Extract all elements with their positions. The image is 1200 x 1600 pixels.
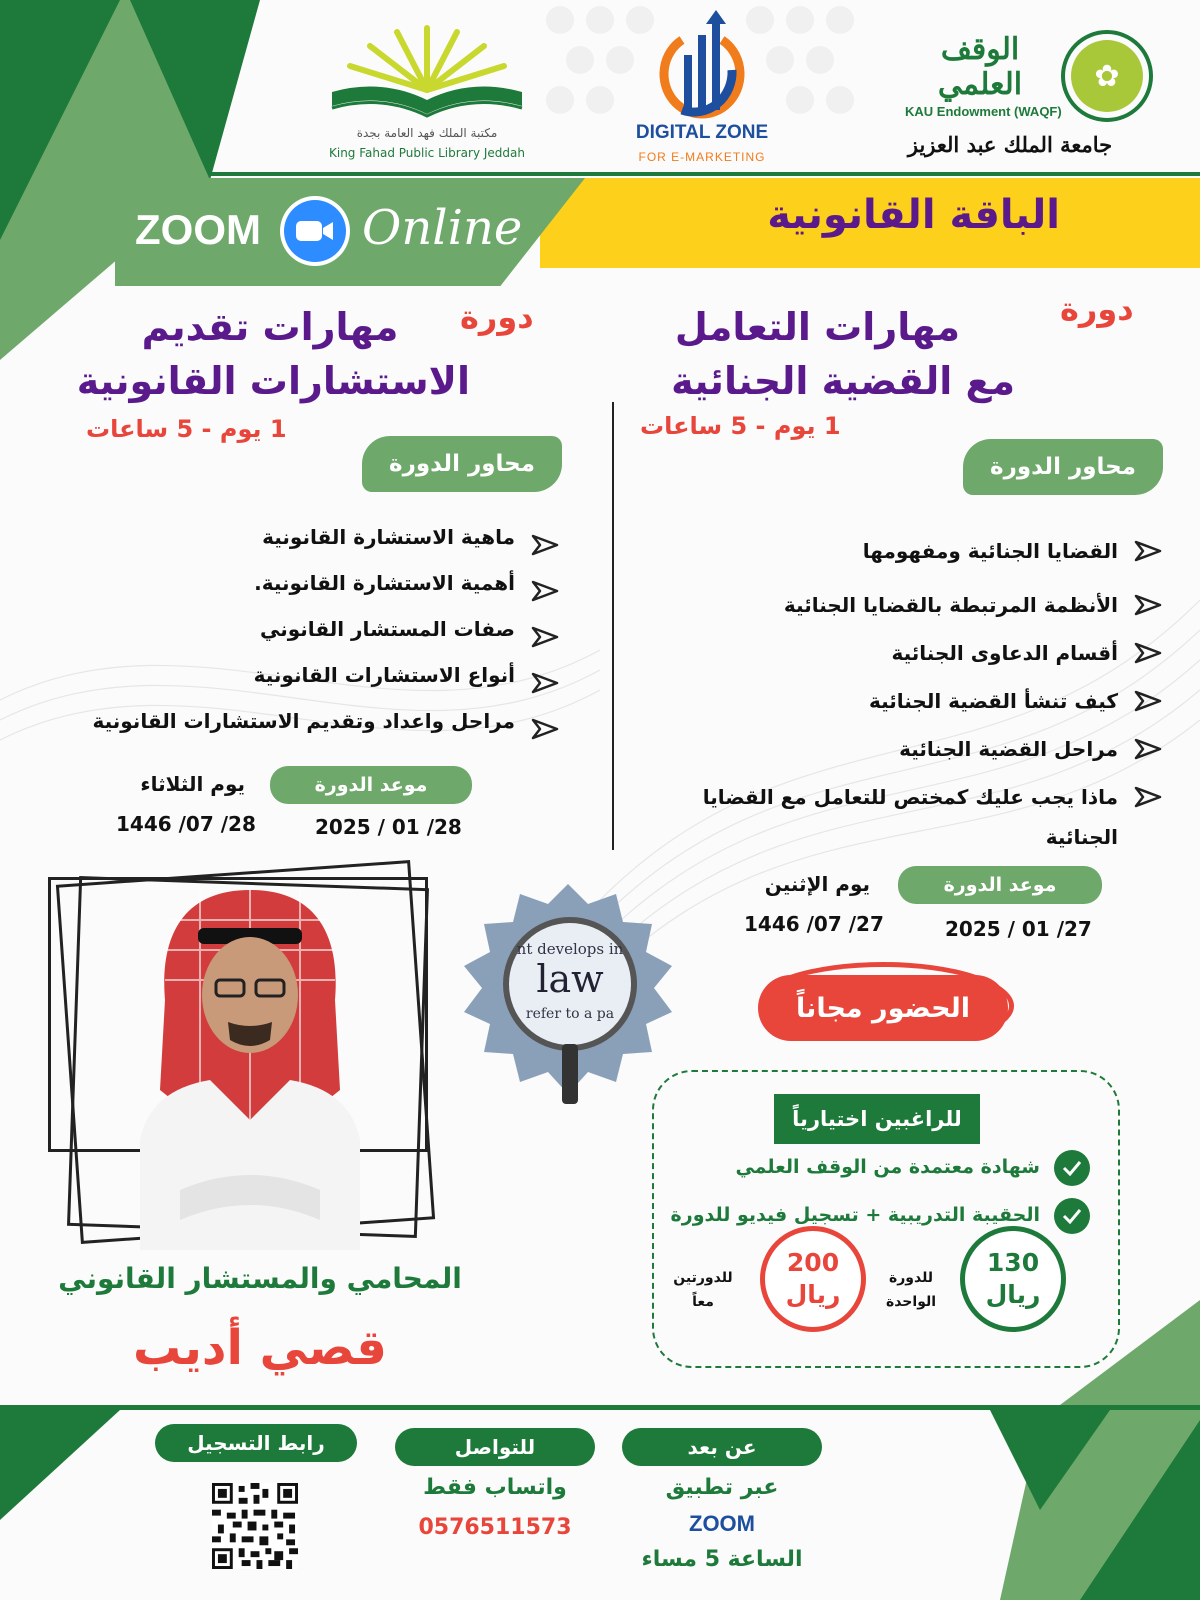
library-logo xyxy=(322,20,532,165)
video-camera-icon xyxy=(296,219,334,243)
remote-line2: ZOOM xyxy=(689,1511,755,1536)
library-name-ar: مكتبة الملك فهد العامة بجدة xyxy=(356,126,498,140)
course-right-label: دورة xyxy=(1060,290,1134,328)
book-icon xyxy=(322,20,532,120)
course-right-title-line1: مهارات التعامل xyxy=(674,305,961,349)
trainer-role: المحامي والمستشار القانوني xyxy=(58,1262,462,1295)
header-divider xyxy=(210,172,1200,176)
course-right-date-label: موعد الدورة xyxy=(898,866,1102,904)
course-left-hijri-date: 1446 /07 /28 xyxy=(116,812,256,836)
course-right-topics-label: محاور الدورة xyxy=(963,439,1163,495)
price-single-note xyxy=(876,1266,946,1314)
zoom-label: ZOOM xyxy=(135,206,261,253)
topic-arrow-icon xyxy=(1133,593,1163,617)
price-both xyxy=(760,1226,866,1332)
waqf-name-en: KAU Endowment (WAQF) xyxy=(905,104,1062,119)
course-left-topic: مراحل واعداد وتقديم الاستشارات القانونية xyxy=(92,709,515,733)
course-left-topic: أنواع الاستشارات القانونية xyxy=(253,663,515,687)
topic-arrow-icon xyxy=(530,579,560,603)
topic-arrow-icon xyxy=(1133,539,1163,563)
course-right-topic: مراحل القضية الجنائية xyxy=(899,737,1118,761)
column-divider xyxy=(612,402,614,850)
law-image-text: refer to a pa xyxy=(525,1006,615,1022)
law-seal xyxy=(458,884,678,1120)
course-left-date-label: موعد الدورة xyxy=(270,766,472,804)
law-image-text: nt develops in xyxy=(516,940,624,958)
course-left-duration: 1 يوم - 5 ساعات xyxy=(86,415,287,443)
waqf-name-ar: الوقف العلمي xyxy=(937,32,1023,102)
course-left-title-line2: الاستشارات القانونية xyxy=(76,359,470,403)
course-right-gregorian-date: 2025 / 01 /27 xyxy=(945,917,1092,941)
waqf-emblem xyxy=(1061,30,1153,122)
trainer-name: قصي أديب xyxy=(133,1320,387,1376)
contact-phone[interactable]: 0576511573 xyxy=(418,1515,572,1540)
course-left-topic: أهمية الاستشارة القانونية. xyxy=(254,571,515,595)
price-both-note-line2: معاً xyxy=(692,1294,714,1310)
university-name: جامعة الملك عبد العزيز xyxy=(907,132,1113,157)
topic-arrow-icon xyxy=(1133,689,1163,713)
qr-code-icon[interactable] xyxy=(212,1483,298,1569)
course-left-label: دورة xyxy=(460,298,534,336)
topic-arrow-icon xyxy=(1133,737,1163,761)
course-right-topic: ماذا يجب عليك كمختص للتعامل مع القضايا xyxy=(702,785,1118,809)
price-both-note-line1: للدورتين xyxy=(673,1270,733,1286)
price-single-currency: ريال xyxy=(985,1280,1041,1309)
price-both-currency: ريال xyxy=(785,1280,841,1309)
course-left-day: يوم الثلاثاء xyxy=(140,772,245,796)
price-single-note-line2: الواحدة xyxy=(885,1294,937,1310)
price-both-amount: 200 xyxy=(786,1248,840,1277)
topic-arrow-icon xyxy=(1133,641,1163,665)
benefit-certificate: شهادة معتمدة من الوقف العلمي xyxy=(735,1156,1040,1178)
zoom-logo-icon xyxy=(280,196,350,266)
law-magnifier-image xyxy=(458,884,678,1120)
check-icon xyxy=(1054,1150,1090,1186)
package-title: الباقة القانونية xyxy=(767,192,1060,238)
course-left-topic: ماهية الاستشارة القانونية xyxy=(262,525,515,549)
waqf-leaf-icon: ✿ xyxy=(1071,40,1143,112)
topic-arrow-icon xyxy=(1133,785,1163,809)
contact-whatsapp: واتساب فقط xyxy=(423,1475,567,1500)
law-image-word: law xyxy=(536,957,604,1001)
library-name-en: King Fahad Public Library Jeddah xyxy=(328,146,525,160)
topic-arrow-icon xyxy=(530,533,560,557)
course-right-day: يوم الإثنين xyxy=(764,872,870,896)
topic-arrow-icon xyxy=(530,717,560,741)
course-right-title xyxy=(620,300,1015,408)
course-right-duration: 1 يوم - 5 ساعات xyxy=(640,412,841,440)
course-right-topic: الأنظمة المرتبطة بالقضايا الجنائية xyxy=(783,593,1118,617)
footer-divider xyxy=(0,1405,1200,1410)
remote-line3: الساعة 5 مساء xyxy=(641,1547,803,1572)
check-icon xyxy=(1054,1198,1090,1234)
topic-arrow-icon xyxy=(530,671,560,695)
benefit-materials: الحقيبة التدريبية + تسجيل فيديو للدورة xyxy=(670,1204,1040,1226)
remote-label: عن بعد xyxy=(622,1428,822,1466)
price-single xyxy=(960,1226,1066,1332)
free-attendance-badge: الحضور مجاناً xyxy=(758,975,1008,1041)
course-right-hijri-date: 1446 /07 /27 xyxy=(744,912,884,936)
digital-zone-logo xyxy=(622,10,782,170)
course-right-topic: القضايا الجنائية ومفهومها xyxy=(862,539,1118,563)
course-right-topic: الجنائية xyxy=(1045,825,1118,849)
course-left-title xyxy=(70,300,470,408)
course-left-topic: صفات المستشار القانوني xyxy=(260,617,515,641)
price-single-amount: 130 xyxy=(986,1248,1040,1277)
topic-arrow-icon xyxy=(530,625,560,649)
course-right-title-line2: مع القضية الجنائية xyxy=(671,359,1015,403)
trainer-photo-frame xyxy=(48,862,448,1252)
digital-zone-subtitle: FOR E-MARKETING xyxy=(638,150,766,164)
contact-label: للتواصل xyxy=(395,1428,595,1466)
price-single-note-line1: للدورة xyxy=(888,1270,934,1286)
course-right-topic: أقسام الدعاوى الجنائية xyxy=(891,641,1118,665)
digital-zone-name: DIGITAL ZONE xyxy=(635,122,769,143)
course-right-topic: كيف تنشأ القضية الجنائية xyxy=(868,689,1118,713)
course-left-title-line1: مهارات تقديم xyxy=(141,305,399,349)
online-label: Online xyxy=(362,200,523,256)
price-both-note xyxy=(668,1266,738,1314)
trainer-photo xyxy=(120,890,380,1250)
course-left-gregorian-date: 2025 / 01 /28 xyxy=(315,815,462,839)
remote-line1: عبر تطبيق xyxy=(665,1475,779,1500)
waqf-logo xyxy=(905,20,1165,170)
course-left-topics-label: محاور الدورة xyxy=(362,436,562,492)
optional-label: للراغبين اختيارياً xyxy=(774,1094,980,1144)
digital-zone-icon xyxy=(622,10,782,120)
register-label: رابط التسجيل xyxy=(155,1424,357,1462)
